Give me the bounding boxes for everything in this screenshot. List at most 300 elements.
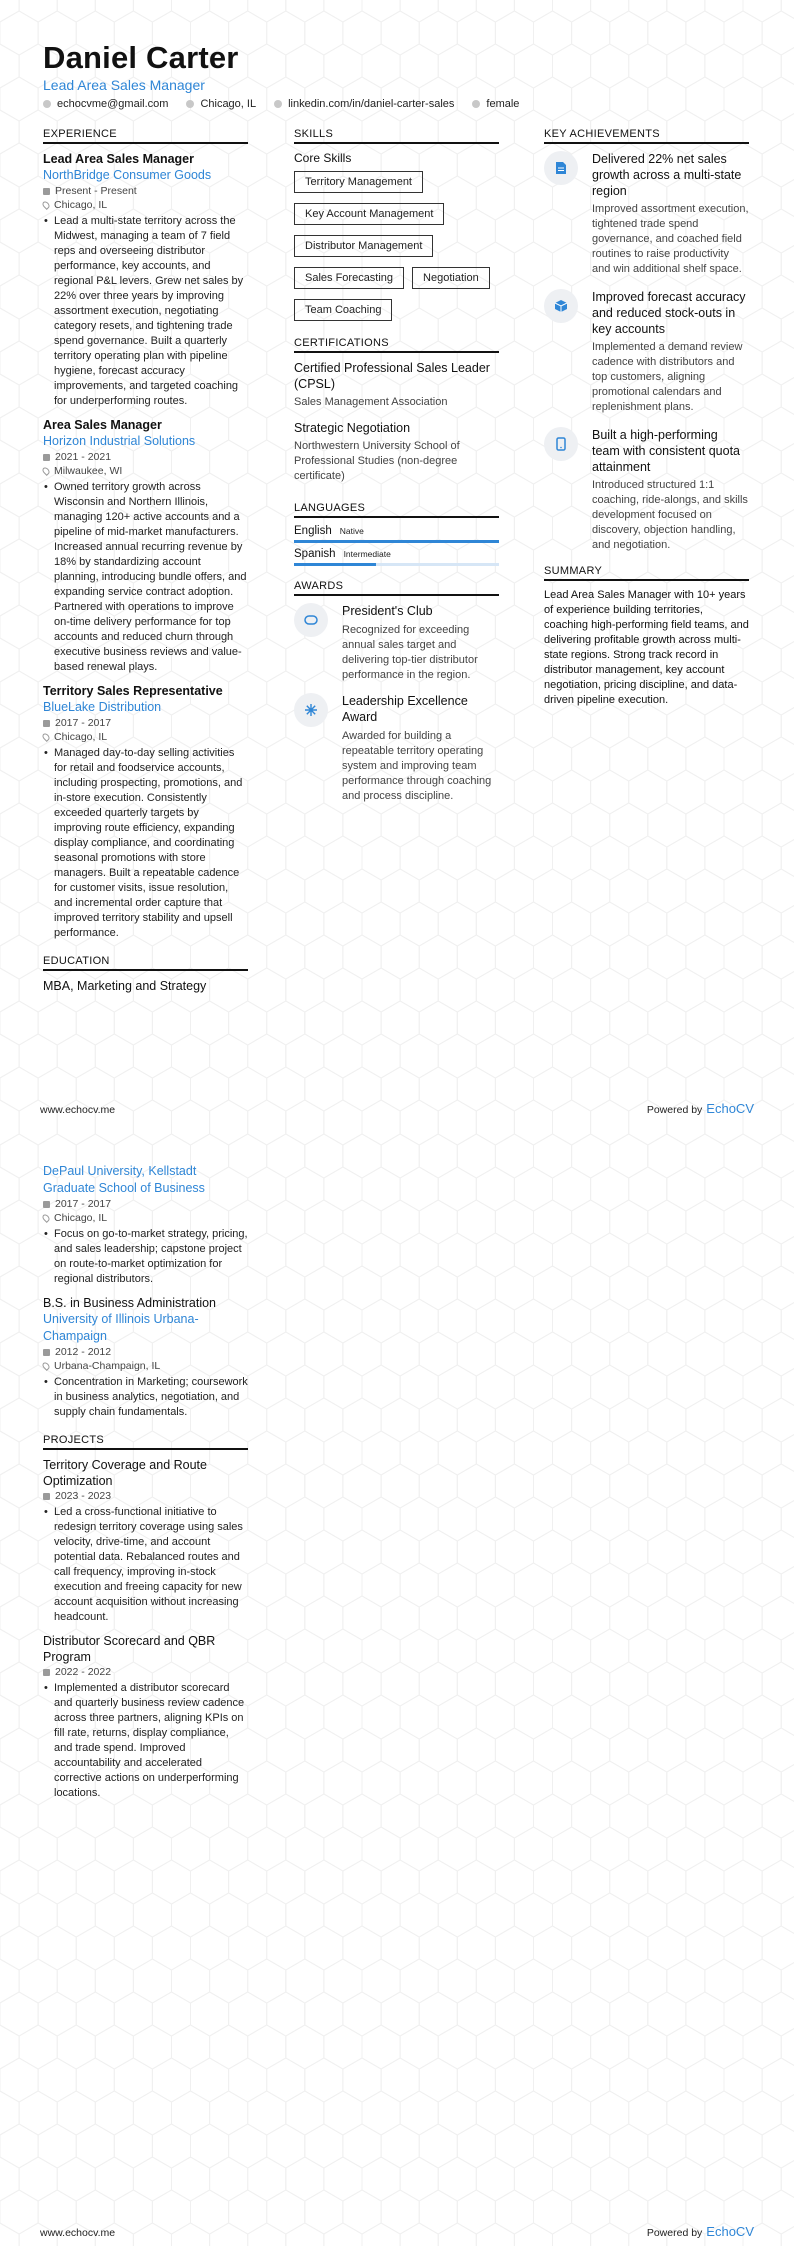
hexagon-shape xyxy=(0,1893,19,1937)
hexagon-shape xyxy=(400,1497,438,1541)
job-bullets xyxy=(43,480,248,675)
hexagon-shape xyxy=(457,1926,495,1970)
hexagon-shape xyxy=(457,1332,495,1376)
hexagon-shape xyxy=(686,1860,724,1904)
projects-heading: PROJECTS xyxy=(43,1434,248,1450)
hexagon-shape xyxy=(267,1662,305,1706)
hexagon-shape xyxy=(743,0,781,22)
hexagon-shape xyxy=(0,143,38,187)
hexagon-shape xyxy=(0,1959,19,2003)
hexagon-shape xyxy=(743,1695,781,1739)
hexagon-shape xyxy=(324,902,362,946)
hexagon-shape xyxy=(305,1794,343,1838)
hexagon-shape xyxy=(38,2124,76,2168)
hexagon-shape xyxy=(629,1761,667,1805)
hexagon-shape xyxy=(248,374,286,418)
hexagon-shape xyxy=(762,1662,794,1706)
hexagon-shape xyxy=(286,0,324,22)
hexagon-shape xyxy=(743,902,781,946)
hexagon-shape xyxy=(762,2124,794,2168)
hexagon-shape xyxy=(267,1134,305,1178)
person-icon xyxy=(472,100,480,108)
hexagon-shape xyxy=(705,44,743,88)
hexagon-shape xyxy=(362,1299,400,1343)
contact-email[interactable] xyxy=(43,98,168,110)
hexagon-shape xyxy=(0,638,19,682)
job-location: Milwaukee, WI xyxy=(43,464,248,478)
job-title: Territory Sales Representative xyxy=(43,684,223,698)
hexagon-shape xyxy=(610,11,648,55)
hexagon-shape xyxy=(57,1893,95,1937)
hexagon-shape xyxy=(343,1398,381,1442)
hexagon-shape xyxy=(495,473,533,517)
calendar-icon xyxy=(43,188,50,195)
hexagon-shape xyxy=(286,2025,324,2069)
hexagon-shape xyxy=(438,1893,476,1937)
hexagon-shape xyxy=(667,1167,705,1211)
hexagon-shape xyxy=(0,2058,38,2102)
hexagon-shape xyxy=(781,1299,794,1343)
hexagon-shape xyxy=(476,1761,514,1805)
hexagon-shape xyxy=(438,1034,476,1078)
hexagon-shape xyxy=(267,1728,305,1772)
hexagon-shape xyxy=(534,869,572,913)
hexagon-shape xyxy=(553,1034,591,1078)
hexagon-shape xyxy=(95,1123,133,1145)
hexagon-shape xyxy=(762,77,794,121)
hexagon-shape xyxy=(0,1034,19,1078)
hexagon-shape xyxy=(286,1563,324,1607)
hexagon-shape xyxy=(0,737,38,781)
hexagon-shape xyxy=(19,2157,57,2201)
language-bar xyxy=(294,540,499,543)
hexagon-shape xyxy=(362,1034,400,1078)
hexagon-shape xyxy=(781,1497,794,1541)
calendar-icon xyxy=(43,720,50,727)
hexagon-shape xyxy=(57,1123,95,1145)
hexagon-shape xyxy=(762,1067,794,1111)
hexagon-shape xyxy=(667,1431,705,1475)
candidate-title: Lead Area Sales Manager xyxy=(43,77,205,93)
hexagon-shape xyxy=(514,1233,552,1277)
hexagon-shape xyxy=(381,2124,419,2168)
hexagon-shape xyxy=(438,1827,476,1871)
hexagon-shape xyxy=(343,1266,381,1310)
hexagon-shape xyxy=(629,1431,667,1475)
hexagon-shape xyxy=(248,1299,286,1343)
achievement-description: Implemented a demand review cadence with distributors and top customers, aligning promotional calendars and replenishment plans. xyxy=(592,341,743,413)
hexagon-shape xyxy=(400,836,438,880)
hexagon-shape xyxy=(343,1662,381,1706)
hexagon-shape xyxy=(781,2157,794,2201)
hexagon-shape xyxy=(591,770,629,814)
hexagon-shape xyxy=(781,1123,794,1145)
hexagon-shape xyxy=(705,836,743,880)
hexagon-shape xyxy=(0,77,38,121)
hexagon-shape xyxy=(667,1299,705,1343)
hexagon-shape xyxy=(286,1100,324,1123)
hexagon-shape xyxy=(572,1794,610,1838)
hexagon-shape xyxy=(267,1794,305,1838)
hexagon-shape xyxy=(572,1530,610,1574)
hexagon-shape xyxy=(705,1629,743,1673)
hexagon-shape xyxy=(781,1365,794,1409)
certification-issuer: Sales Management Association xyxy=(294,396,448,408)
hexagon-shape xyxy=(0,1299,19,1343)
project-dates: 2023 - 2023 xyxy=(43,1489,248,1503)
hexagon-shape xyxy=(591,1365,629,1409)
skill-tag: Distributor Management xyxy=(294,235,433,257)
hexagon-shape xyxy=(286,1893,324,1937)
hexagon-shape xyxy=(133,1827,171,1871)
hexagon-shape xyxy=(781,440,794,484)
certification-name: Strategic Negotiation xyxy=(294,421,411,435)
hexagon-shape xyxy=(362,2091,400,2135)
job-location: Chicago, IL xyxy=(43,730,248,744)
hexagon-shape xyxy=(781,2223,794,2246)
hexagon-shape xyxy=(0,341,38,385)
hexagon-shape xyxy=(553,1959,591,2003)
hexagon-shape xyxy=(476,44,514,88)
hexagon-shape xyxy=(648,737,686,781)
hexagon-shape xyxy=(38,1992,76,2036)
hexagon-shape xyxy=(553,1893,591,1937)
hexagon-shape xyxy=(76,1926,114,1970)
hexagon-shape xyxy=(248,1100,286,1123)
hexagon-shape xyxy=(362,0,400,22)
footer-website[interactable]: www.echocv.me xyxy=(40,2227,116,2239)
hexagon-shape xyxy=(343,11,381,55)
hexagon-shape xyxy=(286,44,324,88)
hexagon-shape xyxy=(724,1530,762,1574)
hexagon-shape xyxy=(495,1464,533,1508)
hexagon-shape xyxy=(591,2025,629,2069)
contact-row xyxy=(43,98,519,110)
hexagon-shape xyxy=(762,11,794,55)
hexagon-shape xyxy=(324,44,362,88)
hexagon-shape xyxy=(762,1530,794,1574)
hexagon-shape xyxy=(686,1332,724,1376)
hexagon-shape xyxy=(476,2157,514,2201)
hexagon-shape xyxy=(476,2091,514,2135)
hexagon-shape xyxy=(324,1299,362,1343)
location-pin-icon xyxy=(41,466,51,476)
left-column-continued xyxy=(43,1163,248,1809)
hexagon-shape xyxy=(476,0,514,22)
hexagon-shape xyxy=(133,1123,171,1145)
hexagon-shape xyxy=(762,2058,794,2102)
hexagon-shape xyxy=(210,1827,248,1871)
hexagon-shape xyxy=(572,1860,610,1904)
hexagon-shape xyxy=(172,1123,210,1145)
hexagon-shape xyxy=(248,770,286,814)
language-bar xyxy=(294,563,499,566)
hexagon-shape xyxy=(781,1959,794,2003)
education-location: Urbana-Champaign, IL xyxy=(43,1359,248,1373)
hexagon-shape xyxy=(191,2058,229,2102)
hexagon-shape xyxy=(686,2124,724,2168)
hexagon-shape xyxy=(476,1034,514,1078)
hexagon-shape xyxy=(648,1596,686,1640)
hexagon-shape xyxy=(667,1034,705,1078)
hexagon-shape xyxy=(286,1365,324,1409)
hexagon-shape xyxy=(400,1123,438,1145)
hexagon-shape xyxy=(133,2223,171,2246)
hexagon-shape xyxy=(534,2058,572,2102)
hexagon-shape xyxy=(381,1860,419,1904)
hexagon-shape xyxy=(0,2223,19,2246)
hexagon-shape xyxy=(286,1233,324,1277)
hexagon-shape xyxy=(57,1827,95,1871)
hexagon-shape xyxy=(286,1827,324,1871)
hexagon-shape xyxy=(553,1497,591,1541)
hexagon-shape xyxy=(514,836,552,880)
hexagon-shape xyxy=(152,2124,190,2168)
hexagon-shape xyxy=(19,2025,57,2069)
hexagon-shape xyxy=(457,1860,495,1904)
hexagon-shape xyxy=(0,1497,19,1541)
hexagon-shape xyxy=(743,1827,781,1871)
hexagon-shape xyxy=(762,1596,794,1640)
hexagon-shape xyxy=(305,935,343,979)
brand-logo[interactable]: EchoCV xyxy=(706,2224,754,2239)
hexagon-shape xyxy=(591,1100,629,1123)
hexagon-shape xyxy=(438,1563,476,1607)
hexagon-shape xyxy=(0,209,38,253)
hexagon-shape xyxy=(305,1001,343,1045)
hexagon-shape xyxy=(762,1332,794,1376)
gender-text: female xyxy=(486,98,520,110)
hexagon-shape xyxy=(495,1134,533,1178)
hexagon-shape xyxy=(762,539,794,583)
hexagon-shape xyxy=(629,1563,667,1607)
hexagon-shape xyxy=(248,1497,286,1541)
hexagon-shape xyxy=(705,1034,743,1078)
hexagon-shape xyxy=(324,2091,362,2135)
hexagon-shape xyxy=(610,1464,648,1508)
hexagon-shape xyxy=(381,1992,419,2036)
hexagon-shape xyxy=(248,242,286,286)
hexagon-shape xyxy=(248,968,286,1012)
hexagon-shape xyxy=(0,1662,38,1706)
hexagon-shape xyxy=(514,1431,552,1475)
hexagon-shape xyxy=(0,1200,38,1244)
skills-group-title: Core Skills xyxy=(294,151,352,165)
hexagon-shape xyxy=(553,1233,591,1277)
hexagon-shape xyxy=(534,1134,572,1178)
achievement-title: Improved forecast accuracy and reduced stock-outs in key accounts xyxy=(592,290,746,336)
hexagon-shape xyxy=(76,2124,114,2168)
hexagon-shape xyxy=(343,1596,381,1640)
hexagon-shape xyxy=(610,1200,648,1244)
hexagon-shape xyxy=(38,1926,76,1970)
hexagon-shape xyxy=(133,1959,171,2003)
hexagon-shape xyxy=(553,1100,591,1123)
hexagon-shape xyxy=(57,2157,95,2201)
hexagon-shape xyxy=(762,407,794,451)
hexagon-shape xyxy=(343,1926,381,1970)
hexagon-shape xyxy=(438,1233,476,1277)
hexagon-shape xyxy=(400,1695,438,1739)
hexagon-shape xyxy=(152,1067,190,1111)
hexagon-shape xyxy=(495,1266,533,1310)
hexagon-shape xyxy=(553,1365,591,1409)
hexagon-shape xyxy=(667,1695,705,1739)
hexagon-shape xyxy=(400,2157,438,2201)
phone-icon xyxy=(544,427,578,461)
hexagon-shape xyxy=(495,539,533,583)
hexagon-shape xyxy=(553,1761,591,1805)
hexagon-shape xyxy=(419,1398,457,1442)
hexagon-shape xyxy=(324,1123,362,1145)
hexagon-shape xyxy=(591,836,629,880)
hexagon-shape xyxy=(0,2091,19,2135)
hexagon-shape xyxy=(324,2223,362,2246)
hexagon-shape xyxy=(0,605,38,649)
hexagon-shape xyxy=(248,440,286,484)
hexagon-shape xyxy=(514,1695,552,1739)
hexagon-shape xyxy=(476,1123,514,1145)
hexagon-shape xyxy=(476,2025,514,2069)
hexagon-shape xyxy=(781,1167,794,1211)
hexagon-shape xyxy=(362,1893,400,1937)
location-pin-icon xyxy=(41,1361,51,1371)
hexagon-shape xyxy=(514,0,552,22)
hexagon-shape xyxy=(781,968,794,1012)
hexagon-shape xyxy=(381,1662,419,1706)
hexagon-shape xyxy=(457,2058,495,2102)
hexagon-shape xyxy=(534,1596,572,1640)
hexagon-shape xyxy=(495,1662,533,1706)
hexagon-shape xyxy=(286,1761,324,1805)
hexagon-shape xyxy=(19,1959,57,2003)
hexagon-shape xyxy=(172,1034,210,1078)
contact-linkedin[interactable] xyxy=(274,98,454,110)
hexagon-shape xyxy=(438,1431,476,1475)
hexagon-shape xyxy=(610,1398,648,1442)
hexagon-shape xyxy=(514,1365,552,1409)
hexagon-shape xyxy=(324,1827,362,1871)
hexagon-shape xyxy=(648,1266,686,1310)
hexagon-shape xyxy=(0,1464,38,1508)
hexagon-shape xyxy=(648,11,686,55)
hexagon-shape xyxy=(419,2058,457,2102)
education-dates: 2012 - 2012 xyxy=(43,1345,248,1359)
calendar-icon xyxy=(43,1201,50,1208)
hexagon-shape xyxy=(762,1398,794,1442)
hexagon-shape xyxy=(591,1563,629,1607)
hexagon-shape xyxy=(534,737,572,781)
hexagon-shape xyxy=(400,0,438,22)
hexagon-shape xyxy=(514,1034,552,1078)
hexagon-shape xyxy=(514,1100,552,1123)
hexagon-shape xyxy=(419,1332,457,1376)
hexagon-shape xyxy=(534,1464,572,1508)
hexagon-shape xyxy=(19,1034,57,1078)
hexagon-shape xyxy=(343,2058,381,2102)
education-location: Chicago, IL xyxy=(43,1211,248,1225)
location-icon xyxy=(186,100,194,108)
hexagon-shape xyxy=(514,2025,552,2069)
hexagon-shape xyxy=(648,869,686,913)
hexagon-shape xyxy=(57,2025,95,2069)
hexagon-shape xyxy=(248,1233,286,1277)
project-bullet: • Led a cross-functional initiative to redesign territory coverage using sales velocity, drive-time, and account potential data. Rebalanced routes and call frequency, improving in-stock execution and freeing capacity for new account acquisition without increasing headcount. xyxy=(43,1505,248,1625)
hexagon-shape xyxy=(495,1530,533,1574)
hexagon-shape xyxy=(114,2190,152,2234)
hexagon-shape xyxy=(476,1893,514,1937)
hexagon-shape xyxy=(286,2157,324,2201)
hexagon-shape xyxy=(495,407,533,451)
hexagon-shape xyxy=(762,143,794,187)
job-dates: 2017 - 2017 xyxy=(43,716,248,730)
hexagon-shape xyxy=(705,2157,743,2201)
certification-item xyxy=(294,420,499,484)
hexagon-shape xyxy=(610,1332,648,1376)
contact-location xyxy=(186,98,256,110)
hexagon-shape xyxy=(686,1398,724,1442)
hexagon-shape xyxy=(381,1596,419,1640)
hexagon-shape xyxy=(457,1728,495,1772)
hexagon-shape xyxy=(400,1299,438,1343)
hexagon-shape xyxy=(495,803,533,847)
hexagon-shape xyxy=(762,935,794,979)
hexagon-shape xyxy=(553,1299,591,1343)
hexagon-shape xyxy=(0,1860,38,1904)
hexagon-shape xyxy=(476,836,514,880)
hexagon-shape xyxy=(95,1893,133,1937)
hexagon-shape xyxy=(572,737,610,781)
hexagon-shape xyxy=(667,1959,705,2003)
hexagon-shape xyxy=(267,1992,305,2036)
hexagon-shape xyxy=(762,605,794,649)
hexagon-shape xyxy=(781,638,794,682)
hexagon-shape xyxy=(724,803,762,847)
brand-logo[interactable]: EchoCV xyxy=(706,1101,754,1116)
hexagon-shape xyxy=(648,77,686,121)
hexagon-shape xyxy=(191,2190,229,2234)
hexagon-shape xyxy=(133,0,171,22)
hexagon-shape xyxy=(0,506,19,550)
hexagon-shape xyxy=(762,1992,794,2036)
footer-website[interactable]: www.echocv.me xyxy=(40,1104,116,1116)
hexagon-shape xyxy=(629,704,667,748)
middle-column xyxy=(294,128,499,814)
hexagon-shape xyxy=(762,1001,794,1045)
hexagon-shape xyxy=(305,1992,343,2036)
hexagon-shape xyxy=(210,1100,248,1123)
hexagon-shape xyxy=(362,1761,400,1805)
hexagon-shape xyxy=(362,1167,400,1211)
hexagon-shape xyxy=(514,1299,552,1343)
hexagon-shape xyxy=(0,275,38,319)
hexagon-shape xyxy=(648,1794,686,1838)
hexagon-shape xyxy=(305,1926,343,1970)
summary-heading: SUMMARY xyxy=(544,565,749,581)
hexagon-shape xyxy=(324,1365,362,1409)
hexagon-shape xyxy=(343,869,381,913)
hexagon-shape xyxy=(724,1662,762,1706)
hexagon-shape xyxy=(495,1200,533,1244)
hexagon-shape xyxy=(76,1860,114,1904)
hexagon-shape xyxy=(762,209,794,253)
hexagon-shape xyxy=(267,1067,305,1111)
hexagon-shape xyxy=(591,902,629,946)
award-description: Awarded for building a repeatable territory operating system and improving team performance through coaching and process discipline. xyxy=(342,730,492,802)
hexagon-shape xyxy=(400,1893,438,1937)
hexagon-shape xyxy=(400,44,438,88)
hexagon-shape xyxy=(534,1662,572,1706)
